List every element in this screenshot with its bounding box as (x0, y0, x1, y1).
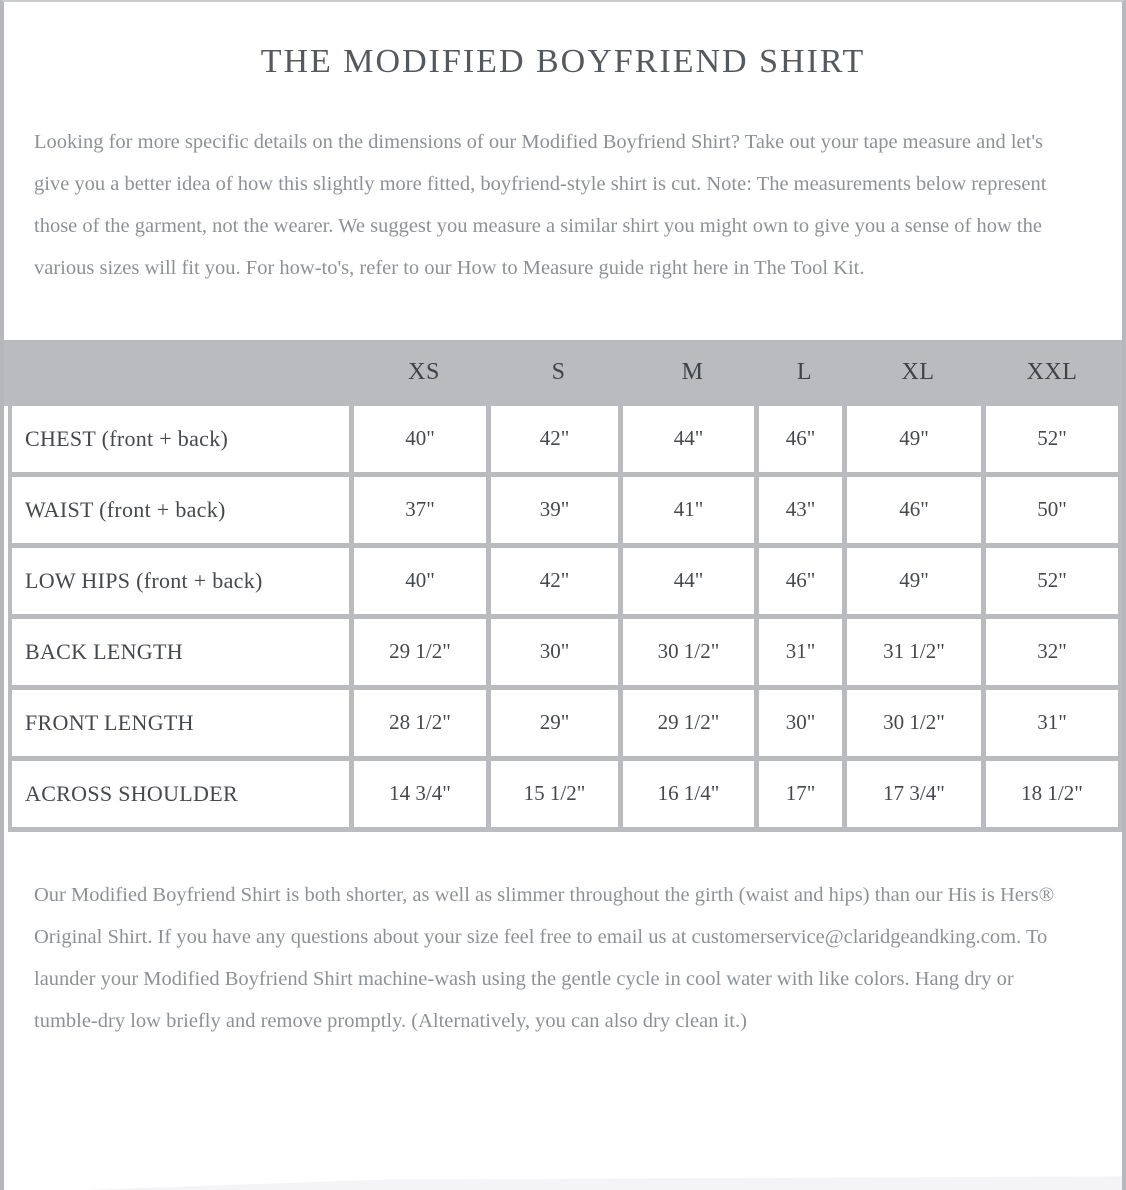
row-label-low-hips: LOW HIPS (front + back) (12, 548, 349, 614)
cell-backlength-s: 30" (491, 619, 618, 685)
page-bottom-shade (4, 1174, 1122, 1190)
intro-paragraph: Looking for more specific details on the dimensions of our Modified Boyfriend Shirt? Take out your tape measure and let's give you a better idea of how this slightly more fitted, boyfriend-style shirt is cut. Note: The measurements below represent those of the garment, not the wearer. We suggest you measure a similar shirt you might own to give you a sense of how the various sizes will fit you. For how-to's, refer to our How to Measure guide right here in The Tool Kit. (34, 130, 1047, 279)
cell-backlength-xl: 31 1/2" (847, 619, 981, 685)
column-header-l: L (796, 359, 813, 386)
cell-waist-xl: 46" (847, 477, 981, 543)
cell-chest-xs: 40" (354, 406, 486, 472)
cell-lowhips-xs: 40" (354, 548, 486, 614)
cell-shoulder-s: 15 1/2" (491, 761, 618, 827)
cell-frontlength-s: 29" (491, 690, 618, 756)
row-label-waist: WAIST (front + back) (12, 477, 349, 543)
cell-waist-s: 39" (491, 477, 618, 543)
cell-frontlength-m: 29 1/2" (623, 690, 754, 756)
column-header-xs: XS (408, 359, 440, 386)
cell-chest-m: 44" (623, 406, 754, 472)
size-chart-body (8, 406, 1122, 832)
cell-lowhips-xxl: 52" (986, 548, 1118, 614)
column-header-xl: XL (901, 359, 935, 386)
cell-shoulder-xs: 14 3/4" (354, 761, 486, 827)
size-chart-header (4, 340, 1122, 406)
cell-chest-xl: 49" (847, 406, 981, 472)
size-chart (4, 340, 1122, 832)
column-header-s: S (551, 359, 566, 386)
cell-backlength-xxl: 32" (986, 619, 1118, 685)
row-label-chest: CHEST (front + back) (12, 406, 349, 472)
row-label-front-length: FRONT LENGTH (12, 690, 349, 756)
cell-frontlength-l: 30" (759, 690, 842, 756)
cell-lowhips-m: 44" (623, 548, 754, 614)
cell-frontlength-xs: 28 1/2" (354, 690, 486, 756)
cell-backlength-xs: 29 1/2" (354, 619, 486, 685)
column-header-xxl: XXL (1026, 359, 1078, 386)
page-title: THE MODIFIED BOYFRIEND SHIRT (260, 43, 866, 80)
cell-frontlength-xl: 30 1/2" (847, 690, 981, 756)
cell-shoulder-m: 16 1/4" (623, 761, 754, 827)
cell-shoulder-xxl: 18 1/2" (986, 761, 1118, 827)
cell-chest-xxl: 52" (986, 406, 1118, 472)
cell-lowhips-l: 46" (759, 548, 842, 614)
cell-frontlength-xxl: 31" (986, 690, 1118, 756)
cell-waist-xs: 37" (354, 477, 486, 543)
cell-chest-s: 42" (491, 406, 618, 472)
cell-lowhips-s: 42" (491, 548, 618, 614)
care-paragraph: Our Modified Boyfriend Shirt is both shorter, as well as slimmer throughout the girth (waist and hips) than our His is Hers® Original Shirt. If you have any questions about your size feel free to email us at customerservice@claridgeandking.com. To launder your Modified Boyfriend Shirt machine-wash using the gentle cycle in cool water with like colors. Hang dry or tumble-dry low briefly and remove promptly. (Alternatively, you can also dry clean it.) (34, 883, 1055, 1032)
cell-backlength-m: 30 1/2" (623, 619, 754, 685)
cell-waist-l: 43" (759, 477, 842, 543)
cell-waist-xxl: 50" (986, 477, 1118, 543)
cell-backlength-l: 31" (759, 619, 842, 685)
column-header-m: M (681, 359, 704, 386)
cell-waist-m: 41" (623, 477, 754, 543)
cell-shoulder-l: 17" (759, 761, 842, 827)
cell-chest-l: 46" (759, 406, 842, 472)
row-label-across-shoulder: ACROSS SHOULDER (12, 761, 349, 827)
cell-lowhips-xl: 49" (847, 548, 981, 614)
row-label-back-length: BACK LENGTH (12, 619, 349, 685)
cell-shoulder-xl: 17 3/4" (847, 761, 981, 827)
